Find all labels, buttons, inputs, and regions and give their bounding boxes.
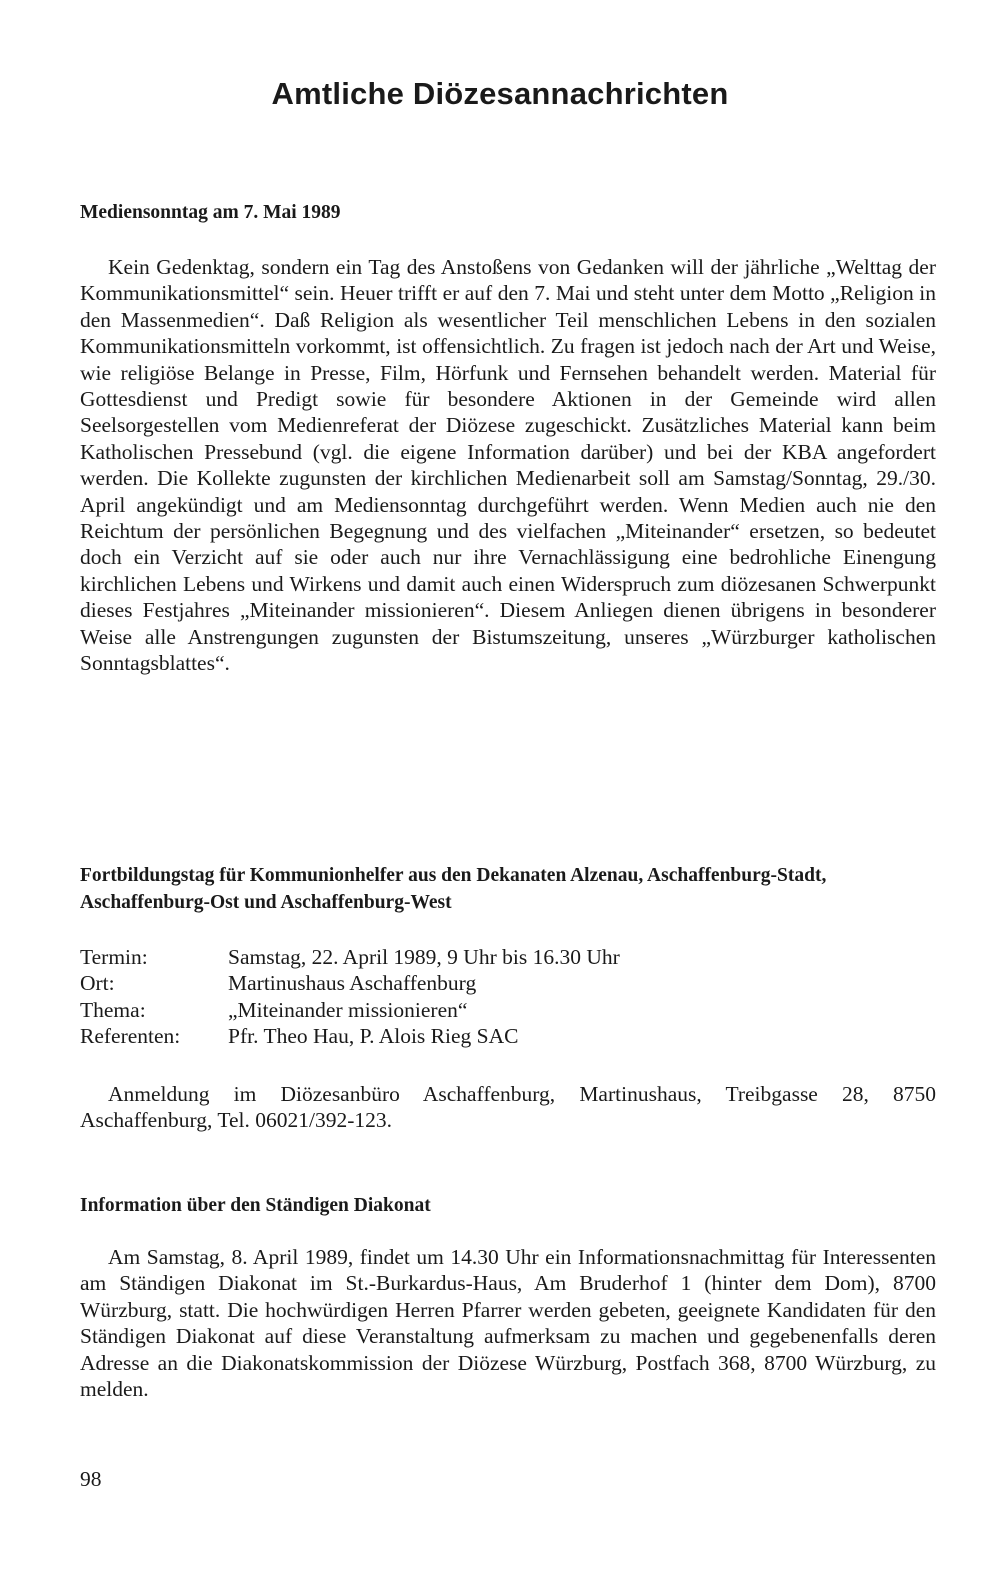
paragraph-mediensonntag: Kein Gedenktag, sondern ein Tag des Anstoßens von Gedanken will der jährliche „Welttag der Kommunikationsmittel“ sein. Heuer trifft er auf den 7. Mai und steht unter dem Motto „Religion in den Massenmedien“. Daß Religion als wesentlicher Teil menschlichen Lebens in den sozialen Kommunikationsmitteln vorkommt, ist offensichtlich. Zu fragen ist jedoch nach der Art und Weise, wie religiöse Belange in Presse, Film, Hörfunk und Fernsehen behandelt werden. Material für Gottesdienst und Predigt sowie für besondere Aktionen in der Gemeinde wird allen Seelsorgestellen vom Medienreferat der Diözese zugeschickt. Zusätzliches Material kann beim Katholischen Pressebund (vgl. die eigene Information darüber) und bei der KBA angefordert werden. Die Kollekte zugunsten der kirchlichen Medienarbeit soll am Samstag/Sonntag, 29./30. April angekündigt und am Mediensonntag durchgeführt werden. Wenn Medien auch nie den Reichtum der persönlichen Begegnung und des vielfachen „Miteinander“ ersetzen, so bedeutet doch ein Verzicht auf sie oder auch nur ihre Vernachlässigung eine bedrohliche Einengung kirchlichen Lebens und Wirkens und damit auch einen Widerspruch zum diözesanen Schwerpunkt dieses Festjahres „Miteinander missionieren“. Diesem Anliegen dienen übrigens in besonderer Weise alle Anstrengungen zugunsten der Bistumszeitung, unseres „Würzburger katholischen Sonntagsblattes“. [80,255,936,676]
page-number: 98 [80,1467,102,1491]
detail-row-ort [80,970,936,996]
detail-label: Referenten: [80,1024,181,1049]
detail-value: „Miteinander missionieren“ [228,997,468,1022]
paragraph-diakonat: Am Samstag, 8. April 1989, findet um 14.30 Uhr ein Informationsnachmittag für Interessenten am Ständigen Diakonat im St.-Burkardus-Haus, Am Bruderhof 1 (hinter dem Dom), 8700 Würzburg, statt. Die hochwürdigen Herren Pfarrer werden gebeten, geeignete Kandidaten für den Ständigen Diakonat auf diese Veranstaltung aufmerksam zu machen und gegebenenfalls deren Adresse an die Diakonatskommission der Diözese Würzburg, Postfach 368, 8700 Würzburg, zu melden. [80,1245,936,1402]
page-title: Amtliche Diözesannachrichten [271,76,729,111]
paragraph-anmeldung: Anmeldung im Diözesanbüro Aschaffenburg, Martinushaus, Treibgasse 28, 8750 Aschaffenburg, Tel. 06021/392-123. [80,1082,936,1133]
detail-row-referenten [80,1023,936,1049]
section-heading-fortbildungstag: Fortbildungstag für Kommunionhelfer aus den Dekanaten Alzenau, Aschaffenburg-Stadt, Aschaffenburg-Ost und Aschaffenburg-West [80,865,827,913]
detail-label: Thema: [80,997,146,1022]
detail-label: Ort: [80,971,115,996]
detail-row-termin [80,944,936,970]
detail-label: Termin: [80,945,148,969]
detail-row-thema [80,997,936,1023]
detail-value: Pfr. Theo Hau, P. Alois Rieg SAC [228,1024,519,1049]
detail-value: Martinushaus Aschaffenburg [228,971,477,996]
section-heading-diakonat: Information über den Ständigen Diakonat [80,1195,431,1216]
event-details [80,944,936,1050]
detail-value: Samstag, 22. April 1989, 9 Uhr bis 16.30 Uhr [228,945,620,969]
section-heading-mediensonntag: Mediensonntag am 7. Mai 1989 [80,202,341,223]
